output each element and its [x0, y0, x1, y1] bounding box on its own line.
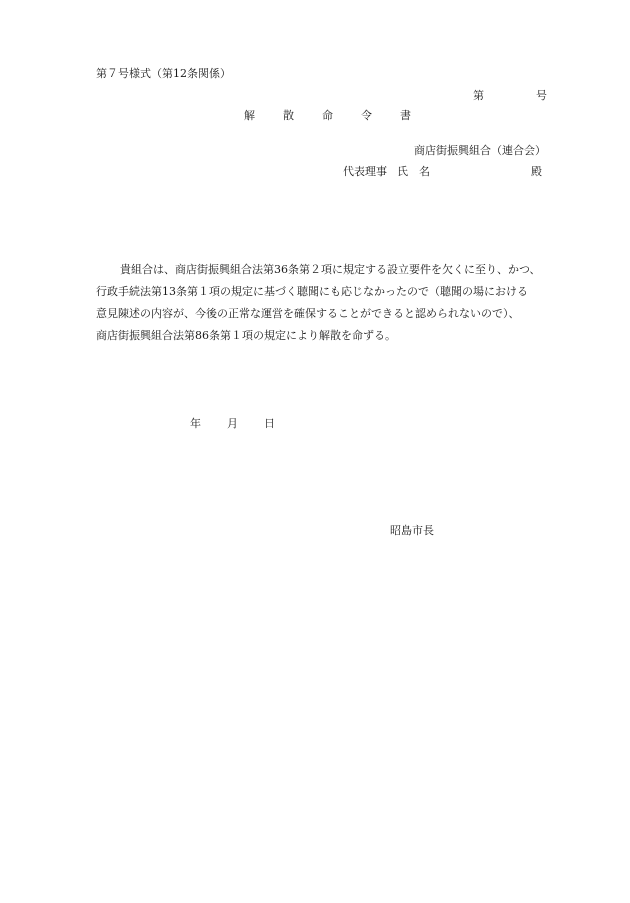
document-title	[244, 110, 411, 121]
form-number: 第７号様式（第12条関係）	[96, 67, 231, 80]
document-number	[473, 90, 547, 101]
document-number-suffix: 号	[536, 89, 547, 102]
addressee-representative	[343, 165, 542, 178]
document-number-prefix: 第	[473, 89, 484, 102]
date-year-label: 年	[190, 417, 201, 430]
title-char: 散	[283, 109, 294, 122]
honorific: 殿	[531, 165, 542, 178]
body-line: 商店街振興組合法第86条第１項の規定により解散を命ずる。	[96, 329, 396, 342]
addressee-organization: 商店街振興組合（連合会）	[414, 144, 546, 157]
date-month-label: 月	[227, 417, 238, 430]
order-body	[96, 259, 574, 347]
issue-date	[190, 418, 275, 429]
representative-title: 代表理事	[343, 165, 387, 178]
title-char: 命	[322, 109, 333, 122]
title-char: 書	[400, 109, 411, 122]
date-day-label: 日	[264, 417, 275, 430]
body-line: 貴組合は、商店街振興組合法第36条第２項に規定する設立要件を欠くに至り、かつ、	[120, 263, 541, 276]
body-line: 行政手続法第13条第１項の規定に基づく聴聞にも応じなかったので（聴聞の場における	[96, 285, 528, 298]
representative-name-label: 氏 名	[397, 165, 430, 178]
title-char: 令	[361, 109, 372, 122]
body-line: 意見陳述の内容が、今後の正常な運営を確保することができると認められないので）、	[96, 307, 520, 320]
title-char: 解	[244, 109, 255, 122]
issuer: 昭島市長	[390, 524, 434, 537]
